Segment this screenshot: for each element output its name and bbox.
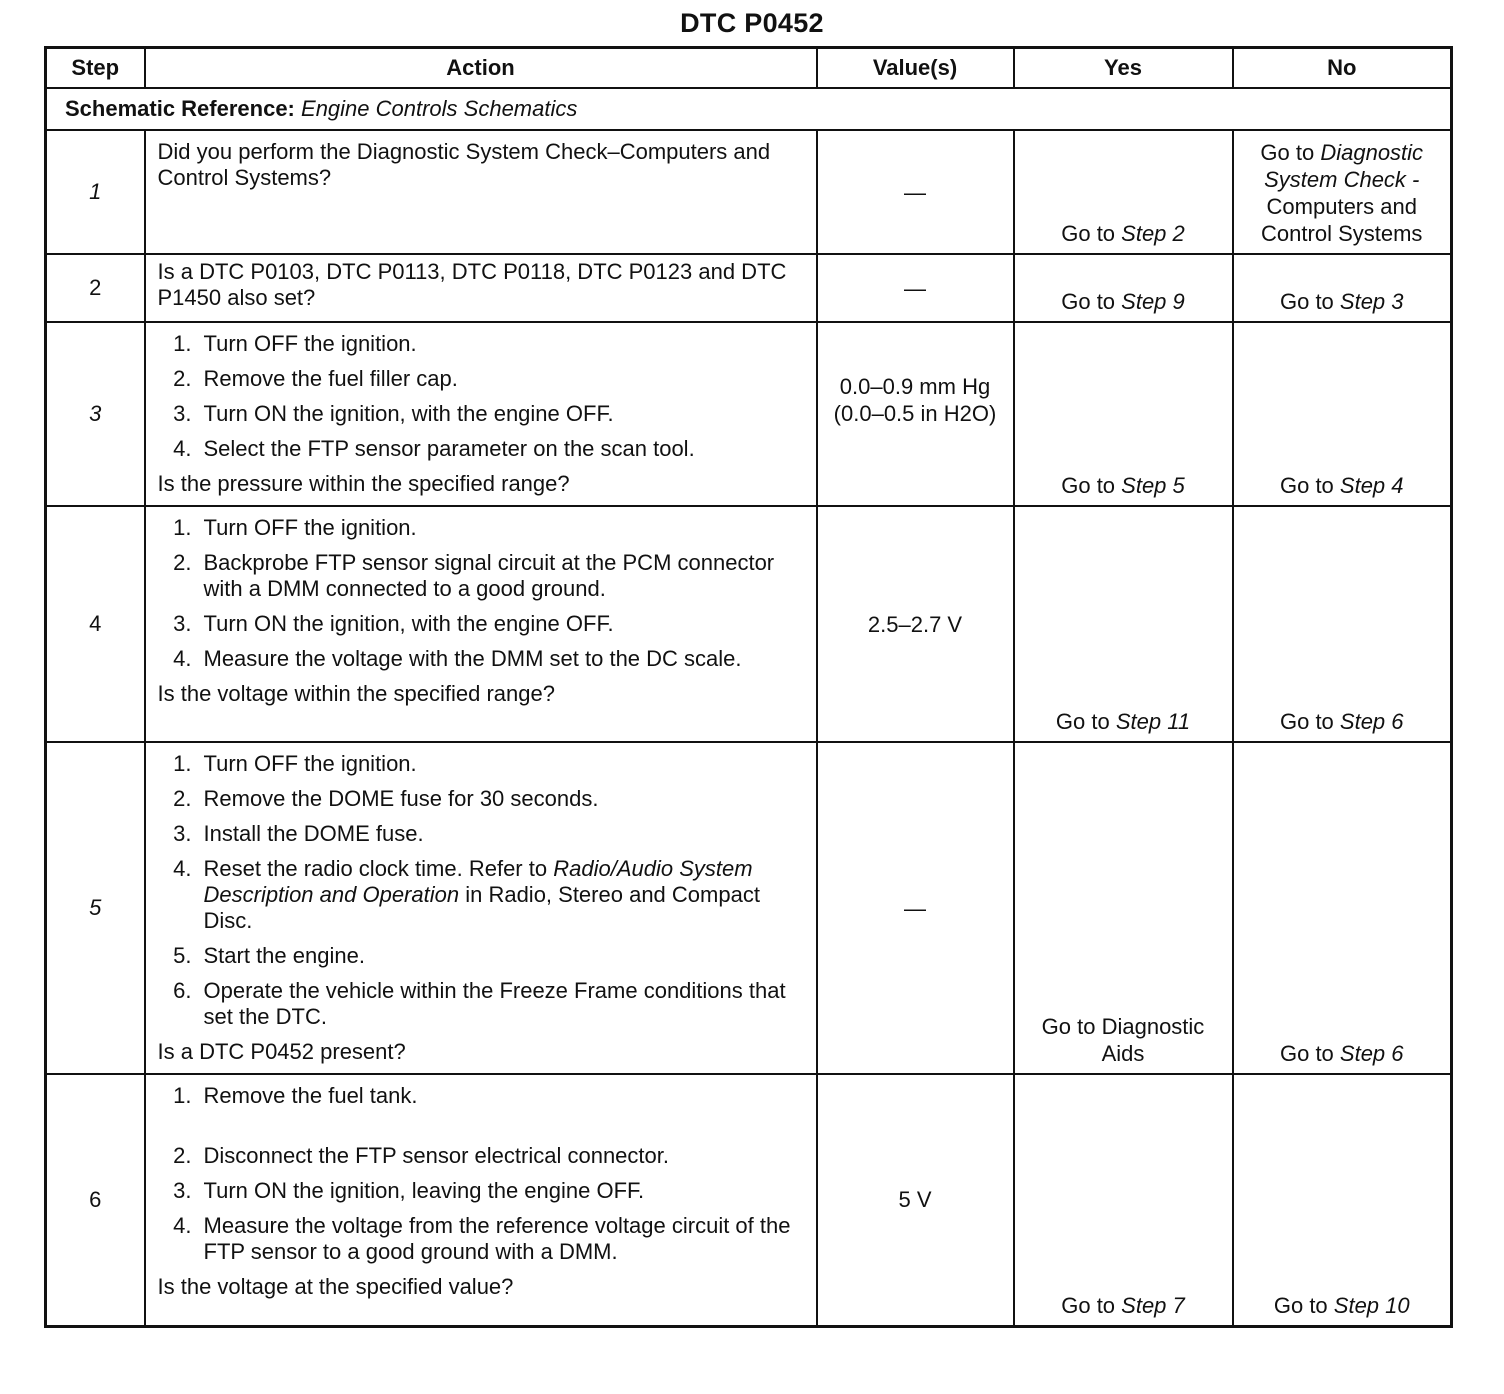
schematic-link[interactable]: Engine Controls Schematics (301, 96, 578, 121)
list-item: 2. Remove the fuel filler cap. (173, 366, 458, 391)
header-action: Action (145, 48, 817, 89)
step-number: 5 (46, 742, 145, 1074)
action-cell (145, 322, 817, 506)
value-cell: — (817, 254, 1014, 322)
yes-link[interactable]: Step 7 (1121, 1292, 1185, 1318)
action-text: Is a DTC P0103, DTC P0113, DTC P0118, DTC P0123 and DTC P1450 also set? (157, 259, 787, 310)
value-cell: — (817, 742, 1014, 1074)
no-cell (1233, 1074, 1452, 1326)
list-item: 3. Turn ON the ignition, with the engine OFF. (173, 401, 614, 426)
no-cell (1233, 742, 1452, 1074)
action-question: Is the voltage at the specified value? (157, 1274, 514, 1299)
yes-cell (1014, 506, 1233, 742)
no-link[interactable]: Step 3 (1339, 289, 1404, 314)
no-prefix: Go to (1273, 1292, 1334, 1318)
action-question: Is the pressure within the specified range? (157, 471, 570, 496)
action-steps (158, 331, 806, 462)
no-cell (1233, 506, 1452, 742)
action-cell (145, 506, 817, 742)
header-no: No (1233, 48, 1452, 89)
action-question: Is the voltage within the specified range? (157, 681, 555, 706)
no-cell (1233, 254, 1452, 322)
header-yes: Yes (1014, 48, 1233, 89)
table-row (46, 1074, 1452, 1326)
yes-link[interactable]: Step 9 (1121, 289, 1185, 314)
step-number: 6 (46, 1074, 145, 1326)
table-row (46, 742, 1452, 1074)
list-item: 4. Measure the voltage with the DMM set to the DC scale. (173, 646, 742, 671)
list-item: 4. Select the FTP sensor parameter on the scan tool. (173, 436, 695, 461)
yes-cell (1014, 130, 1233, 254)
step-number: 1 (46, 130, 145, 254)
yes-prefix: Go to (1061, 473, 1122, 498)
yes-cell (1014, 322, 1233, 506)
list-item: 4. Measure the voltage from the reference voltage circuit of the FTP sensor to a good ground with a DMM. (173, 1213, 791, 1264)
table-row (46, 130, 1452, 254)
list-item: 4. Reset the radio clock time. Refer to Radio/Audio System Description and Operation in Radio, Stereo and Compact Disc. (173, 856, 760, 933)
value-cell: 5 V (817, 1074, 1014, 1326)
list-item: 5. Start the engine. (173, 943, 365, 968)
action-text: Did you perform the Diagnostic System Check–Computers and Control Systems? (157, 139, 771, 190)
action-cell (145, 254, 817, 322)
yes-prefix: Go to (1061, 221, 1122, 246)
value-cell: 0.0–0.9 mm Hg (0.0–0.5 in H2O) (817, 322, 1014, 506)
no-prefix: Go to (1279, 709, 1340, 734)
no-link[interactable]: Step 6 (1339, 1041, 1404, 1066)
yes-prefix: Go to (1061, 289, 1122, 314)
list-item: 1. Turn OFF the ignition. (173, 515, 417, 540)
no-suffix: Computers and Control Systems (1261, 194, 1423, 246)
no-cell (1233, 130, 1452, 254)
no-prefix: Go to (1279, 289, 1340, 314)
no-link[interactable]: Step 4 (1339, 473, 1404, 498)
list-item: 2. Backprobe FTP sensor signal circuit at the PCM connector with a DMM connected to a good ground. (173, 550, 775, 601)
table-row (46, 254, 1452, 322)
list-item: 6. Operate the vehicle within the Freeze Frame conditions that set the DTC. (173, 978, 786, 1029)
yes-cell (1014, 742, 1233, 1074)
yes-cell (1014, 1074, 1233, 1326)
yes-cell (1014, 254, 1233, 322)
no-prefix: Go to (1279, 473, 1340, 498)
no-cell (1233, 322, 1452, 506)
no-link[interactable]: Step 6 (1339, 709, 1404, 734)
no-prefix: Go to (1279, 1041, 1340, 1066)
page-title: DTC P0452 (680, 8, 824, 38)
no-prefix: Go to (1260, 140, 1321, 165)
yes-link[interactable]: Step 11 (1115, 709, 1191, 734)
list-item: 1. Remove the fuel tank. (173, 1083, 418, 1108)
list-item: 3. Turn ON the ignition, leaving the engine OFF. (173, 1178, 645, 1203)
header-step: Step (46, 48, 145, 89)
list-item: 3. Turn ON the ignition, with the engine OFF. (173, 611, 614, 636)
action-question: Is a DTC P0452 present? (157, 1039, 406, 1064)
schematic-row (46, 88, 1452, 130)
yes-link[interactable]: Step 2 (1121, 221, 1185, 246)
action-steps (158, 1083, 806, 1265)
list-item: 2. Remove the DOME fuse for 30 seconds. (173, 786, 599, 811)
schematic-reference (46, 88, 1452, 130)
action-cell (145, 130, 817, 254)
value-cell: 2.5–2.7 V (817, 506, 1014, 742)
value-cell: — (817, 130, 1014, 254)
yes-text[interactable]: Go to Diagnostic Aids (1041, 1014, 1205, 1066)
no-link[interactable]: Step 10 (1333, 1292, 1410, 1318)
diagnostic-table (44, 46, 1453, 1328)
header-row (46, 48, 1452, 89)
item-text: Reset the radio clock time. Refer to (203, 856, 548, 881)
list-item: 3. Install the DOME fuse. (173, 821, 424, 846)
schematic-label: Schematic Reference: (65, 96, 295, 121)
table-row (46, 322, 1452, 506)
header-values: Value(s) (817, 48, 1014, 89)
list-item: 2. Disconnect the FTP sensor electrical connector. (173, 1143, 669, 1168)
step-number: 3 (46, 322, 145, 506)
action-steps (158, 751, 806, 1030)
yes-prefix: Go to (1061, 1292, 1122, 1318)
list-item: 1. Turn OFF the ignition. (173, 751, 417, 776)
action-steps (158, 515, 806, 672)
action-cell (145, 1074, 817, 1326)
list-item: 1. Turn OFF the ignition. (173, 331, 417, 356)
yes-prefix: Go to (1055, 709, 1116, 734)
table-row (46, 506, 1452, 742)
radio-audio-link[interactable]: Radio/Audio System Description and Operation (203, 856, 753, 907)
step-number: 2 (46, 254, 145, 322)
action-cell (145, 742, 817, 1074)
step-number: 4 (46, 506, 145, 742)
no-link[interactable]: Diagnostic System Check - (1264, 140, 1424, 192)
item-suffix: in Radio, Stereo and Compact Disc. (203, 882, 760, 933)
yes-link[interactable]: Step 5 (1121, 473, 1185, 498)
